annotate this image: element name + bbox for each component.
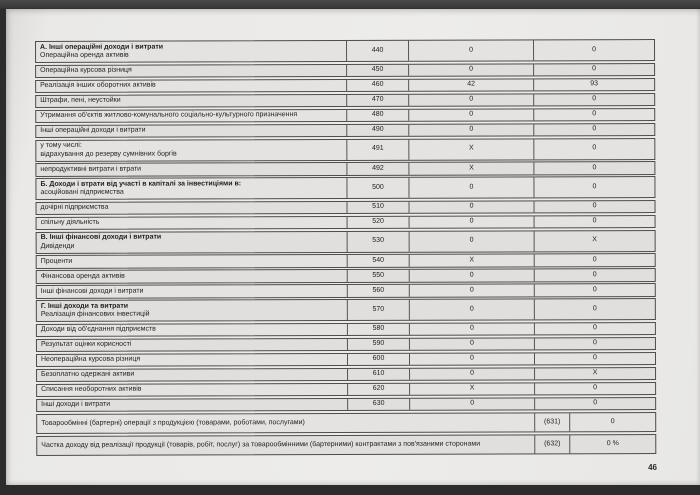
row-value2-cell: X [534, 231, 655, 251]
row-value2-cell: 93 [533, 79, 654, 91]
row-label-cell [37, 383, 347, 395]
row-label-line-bold: Г. Інші доходи та витрати [40, 302, 129, 310]
row-value1-cell: 0 [409, 323, 534, 335]
row-label-cell [37, 285, 347, 297]
row-value2-cell: 0 [534, 284, 655, 296]
row-code-cell: 600 [347, 353, 409, 365]
row-code-cell: 520 [347, 216, 409, 228]
row-value1-cell: 0 [409, 231, 534, 251]
row-value2-cell: 0 [534, 254, 655, 266]
row-label-line: у тому числі: [40, 141, 82, 149]
table-row [36, 367, 656, 382]
table-row [35, 78, 655, 93]
footer-value-cell: 0 [569, 413, 655, 432]
table-row [36, 337, 656, 352]
row-value2-cell: 0 [534, 201, 655, 213]
row-code-cell: 492 [346, 163, 408, 175]
table-row [36, 352, 656, 367]
row-code-cell: 560 [347, 285, 409, 297]
row-value1-cell: 0 [408, 40, 533, 60]
row-value1-cell: 0 [409, 201, 534, 213]
row-label-cell [37, 338, 347, 350]
row-value2-cell: 0 [534, 299, 655, 319]
row-value1-cell: X [408, 139, 533, 159]
row-label-line: дочірні підприємства [40, 203, 109, 211]
row-value1-cell: 0 [409, 353, 534, 365]
table-row [35, 93, 655, 108]
row-code-cell: 540 [347, 255, 409, 267]
footer-label-cell: Товарообмінні (бартерні) операції з продукцією (товарами, роботами, послугами) [41, 418, 305, 427]
row-label-cell [36, 124, 346, 136]
table-row [35, 108, 655, 123]
row-value2-cell: 0 [533, 94, 654, 106]
table-row [35, 176, 655, 200]
row-value1-cell: 0 [409, 216, 534, 228]
row-code-cell: 510 [347, 201, 409, 213]
row-label-line-bold: В. Інші фінансові доходи і витрати [40, 233, 162, 241]
row-value2-cell: 0 [533, 177, 654, 197]
row-value1-cell: 0 [409, 338, 534, 350]
footer-code-cell: (631) [534, 413, 569, 432]
row-label-cell [36, 178, 346, 199]
row-code-cell: 580 [347, 323, 409, 335]
row-value2-cell: 0 [533, 139, 654, 159]
row-label-line: непродуктивні витрати і втрати [40, 165, 142, 173]
row-label-line: Реалізація фінансових інвестицій [40, 310, 150, 318]
row-label-cell [36, 109, 346, 121]
table-row [36, 298, 656, 322]
row-code-cell: 550 [347, 270, 409, 282]
row-label-cell [36, 163, 346, 175]
row-value1-cell: 42 [408, 79, 533, 91]
row-value2-cell: 0 [534, 323, 655, 335]
row-label-line: Операційна курсова різниця [40, 66, 132, 74]
row-label-line-bold: Б. Доходи і втрати від участі в капіталі за інвестиціями в: [40, 179, 242, 188]
row-label-line: Проценти [40, 257, 73, 265]
table-row [36, 253, 656, 268]
row-value1-cell: 0 [409, 269, 534, 281]
footer-code-cell: (632) [534, 435, 569, 454]
row-value1-cell: 0 [409, 398, 534, 410]
row-code-cell: 570 [347, 300, 409, 320]
table-row [36, 268, 656, 283]
row-value1-cell: 0 [408, 124, 533, 136]
row-label-line-bold: А. Інші операційні доходи і витрати [40, 43, 164, 51]
document-page [6, 9, 700, 485]
row-code-cell: 491 [346, 139, 408, 159]
row-value2-cell: 0 [533, 162, 654, 174]
row-value1-cell: 0 [409, 299, 534, 319]
financial-table [35, 39, 656, 456]
row-label-line: відрахування до резерву сумнівних боргів [40, 150, 177, 158]
row-value1-cell: 0 [408, 109, 533, 121]
row-label-line: спільну діяльність [40, 218, 100, 226]
row-code-cell: 480 [346, 109, 408, 121]
row-value1-cell: 0 [409, 368, 534, 380]
table-row [35, 63, 655, 78]
row-value2-cell: 0 [534, 398, 655, 410]
row-value2-cell: 0 [533, 40, 654, 60]
row-code-cell: 440 [346, 41, 408, 61]
table-row [35, 161, 655, 176]
row-label-line: Дивіденди [40, 242, 75, 250]
row-label-line: Списання необоротних активів [41, 385, 142, 393]
table-row [36, 200, 656, 215]
table-footer-row [36, 412, 656, 434]
row-label-line: Інші операційні доходи і витрати [40, 126, 146, 134]
row-value1-cell: 0 [408, 64, 533, 76]
row-code-cell: 500 [346, 178, 408, 198]
row-value1-cell: 0 [408, 177, 533, 197]
row-label-cell [36, 79, 346, 91]
page-number: 46 [648, 463, 657, 472]
row-label-line: Реалізація інших оборотних активів [40, 81, 156, 89]
row-label-line: Доходи від об'єднання підприємств [40, 325, 156, 333]
row-code-cell: 610 [347, 368, 409, 380]
row-code-cell: 490 [346, 124, 408, 136]
row-label-line: Утримання об'єктів житлово-комунального соціально-культурного призначення [40, 111, 298, 119]
row-value2-cell: 0 [533, 124, 654, 136]
row-code-cell: 470 [346, 94, 408, 106]
table-row [35, 39, 655, 63]
row-label-cell [37, 398, 347, 410]
row-label-line: Неопераційна курсова різниця [40, 355, 141, 363]
row-label-line: Операційна оренда активів [40, 51, 129, 59]
row-label-line: Інші доходи і витрати [41, 400, 111, 408]
footer-value-cell: 0 % [569, 435, 655, 454]
row-value1-cell: 0 [408, 94, 533, 106]
table-row [36, 397, 656, 412]
row-label-line: Інші фінансові доходи і витрати [40, 287, 144, 295]
financial-table-wrapper [35, 39, 656, 457]
row-value1-cell: X [408, 162, 533, 174]
row-label-cell [37, 201, 347, 213]
row-code-cell: 590 [347, 338, 409, 350]
row-label-cell [37, 353, 347, 365]
footer-label-cell: Частка доходу від реалізації продукції (товарів, робіт, послуг) за товарообмінними (бартерними) контрактами з пов'язаними сторонами [41, 440, 481, 449]
table-row [36, 382, 656, 397]
row-label-line: Штрафи, пені, неустойки [40, 96, 121, 104]
table-row [36, 322, 656, 337]
row-label-cell [37, 216, 347, 228]
row-value2-cell: 0 [534, 216, 655, 228]
row-label-cell [36, 94, 346, 106]
table-row [36, 283, 656, 298]
row-label-cell [37, 255, 347, 267]
row-label-cell [37, 231, 347, 252]
row-label-cell [37, 300, 347, 321]
row-label-line: Безоплатно одержані активи [41, 370, 135, 378]
row-label-cell [36, 64, 346, 76]
row-label-cell [37, 270, 347, 282]
row-code-cell: 630 [347, 398, 409, 410]
row-value1-cell: X [409, 254, 534, 266]
row-label-line: Фінансова оренда активів [40, 272, 125, 280]
table-row [35, 123, 655, 138]
row-label-cell [36, 41, 346, 62]
row-value2-cell: 0 [533, 64, 654, 76]
table-row [36, 215, 656, 230]
row-value2-cell: 0 [534, 353, 655, 365]
row-label-line: Результат оцінки корисності [40, 340, 132, 348]
row-value2-cell: 0 [533, 109, 654, 121]
row-label-cell [37, 368, 347, 380]
row-label-cell [37, 323, 347, 335]
row-code-cell: 530 [347, 231, 409, 251]
table-row [35, 138, 655, 162]
row-label-cell [36, 139, 346, 160]
row-value1-cell: 0 [409, 284, 534, 296]
row-value2-cell: 0 [534, 269, 655, 281]
row-code-cell: 460 [346, 79, 408, 91]
row-value2-cell: X [534, 368, 655, 380]
row-value2-cell: 0 [534, 338, 655, 350]
table-footer-row [36, 434, 656, 456]
row-value2-cell: 0 [534, 383, 655, 395]
row-code-cell: 620 [347, 383, 409, 395]
row-code-cell: 450 [346, 64, 408, 76]
row-value1-cell: X [409, 383, 534, 395]
row-label-line: асоційовані підприємства [40, 188, 124, 196]
table-row [36, 230, 656, 254]
